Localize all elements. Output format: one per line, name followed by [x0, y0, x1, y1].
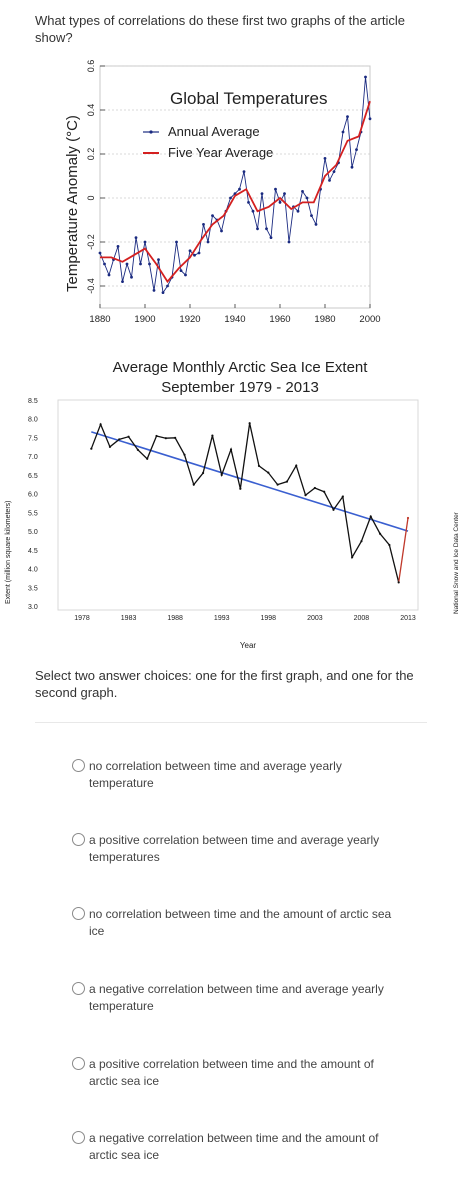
x-tick-label: 2000: [359, 314, 381, 325]
sea-ice-point: [118, 438, 120, 440]
question-text: What types of correlations do these first two graphs of the article show?: [35, 13, 405, 45]
sea-ice-point: [146, 458, 148, 460]
annual-average-point: [220, 230, 223, 233]
annual-average-point: [288, 241, 291, 244]
x-tick-label: 1900: [134, 314, 156, 325]
y-tick-label: -0.4: [86, 278, 96, 294]
sea-ice-point: [137, 449, 139, 451]
annual-average-point: [265, 227, 268, 230]
sea-ice-point: [314, 487, 316, 489]
sea-ice-point: [267, 472, 269, 474]
sea-ice-point: [165, 437, 167, 439]
choice-label: a negative correlation between time and average yearly temperature: [89, 982, 384, 1013]
x-tick-label: 2013: [400, 615, 416, 622]
sea-ice-point: [332, 509, 334, 511]
y-tick-label: 8.5: [28, 398, 38, 405]
annual-average-point: [297, 210, 300, 213]
sea-ice-point: [304, 494, 306, 496]
annual-average-point: [243, 170, 246, 173]
annual-average-point: [310, 214, 313, 217]
choice-label: no correlation between time and average yearly temperature: [89, 759, 342, 790]
annual-average-point: [144, 241, 147, 244]
annual-average-point: [301, 190, 304, 193]
x-tick-label: 2003: [307, 615, 323, 622]
annual-average-point: [238, 188, 241, 191]
global-temperatures-chart: [58, 60, 398, 340]
sea-ice-point: [342, 496, 344, 498]
y-tick-label: 5.0: [28, 529, 38, 537]
annual-average-point: [157, 258, 160, 261]
radio-button[interactable]: [72, 833, 85, 846]
y-tick-label: 3.5: [28, 585, 38, 593]
sea-ice-point: [351, 556, 353, 558]
y-tick-label: 7.5: [28, 435, 38, 443]
annual-average-point: [342, 131, 345, 134]
annual-average-point: [99, 252, 102, 255]
x-tick-label: 1998: [260, 615, 277, 622]
sea-ice-point: [388, 544, 390, 546]
x-tick-label: 1940: [224, 314, 246, 325]
sea-ice-point: [174, 437, 176, 439]
sea-ice-point: [221, 474, 223, 476]
annual-average-point: [247, 201, 250, 204]
y-tick-label: 0.4: [86, 103, 96, 117]
sea-ice-point: [407, 517, 409, 519]
annual-average-point: [279, 201, 282, 204]
annual-average-point: [351, 166, 354, 169]
x-tick-label: 1983: [120, 615, 137, 622]
y-tick-label: 5.5: [28, 510, 38, 518]
annual-average-point: [324, 157, 327, 160]
annual-average-point: [198, 252, 201, 255]
annual-average-point: [103, 263, 106, 266]
choice-negative-correlation-temperature[interactable]: [72, 981, 402, 1015]
sea-ice-point: [258, 465, 260, 467]
annual-average-point: [184, 274, 187, 277]
radio-button[interactable]: [72, 982, 85, 995]
sea-ice-point: [100, 423, 102, 425]
choice-negative-correlation-sea-ice[interactable]: [72, 1130, 402, 1164]
sea-ice-point: [127, 436, 129, 438]
x-tick-label: 1880: [89, 314, 111, 325]
chart-title: Average Monthly Arctic Sea Ice Extent: [112, 359, 368, 376]
annual-average-point: [130, 276, 133, 279]
y-tick-label: 6.0: [28, 491, 38, 499]
sea-ice-point: [286, 481, 288, 483]
chart-title: Global Temperatures: [170, 89, 328, 108]
legend-annual-marker: [149, 130, 152, 133]
sea-ice-point: [379, 533, 381, 535]
divider: [35, 722, 427, 723]
sea-ice-point: [109, 446, 111, 448]
chart-subtitle: September 1979 - 2013: [161, 379, 319, 396]
y-tick-label: 4.0: [28, 566, 38, 574]
choice-no-correlation-sea-ice[interactable]: [72, 906, 402, 940]
annual-average-point: [153, 289, 156, 292]
radio-button[interactable]: [72, 759, 85, 772]
y-axis-label: Extent (million square kilometers): [5, 500, 12, 604]
plot-frame: [58, 400, 418, 610]
choice-no-correlation-temperature[interactable]: [72, 758, 402, 792]
annual-average-point: [148, 263, 151, 266]
annual-average-point: [211, 214, 214, 217]
sea-ice-point: [193, 484, 195, 486]
annual-average-point: [175, 241, 178, 244]
choice-label: a positive correlation between time and the amount of arctic sea ice: [89, 1057, 374, 1088]
sea-ice-point: [370, 515, 372, 517]
sea-ice-point: [202, 472, 204, 474]
x-axis-label: Year: [239, 641, 257, 650]
x-tick-label: 1960: [269, 314, 291, 325]
annual-average-point: [252, 210, 255, 213]
y-tick-label: 8.0: [28, 416, 38, 424]
annual-average-point: [108, 274, 111, 277]
y-tick-label: 3.0: [28, 604, 38, 611]
radio-button[interactable]: [72, 907, 85, 920]
annual-average-point: [193, 254, 196, 257]
sea-ice-point: [277, 484, 279, 486]
annual-average-point: [333, 170, 336, 173]
sea-ice-point: [398, 581, 400, 583]
annual-average-point: [162, 291, 165, 294]
annual-average-point: [355, 148, 358, 151]
y-tick-label: 6.5: [28, 472, 38, 480]
x-tick-label: 1980: [314, 314, 336, 325]
annual-average-point: [166, 285, 169, 288]
annual-average-point: [229, 197, 232, 200]
sea-ice-point: [360, 540, 362, 542]
choice-label: a positive correlation between time and average yearly temperatures: [89, 833, 380, 864]
y-axis-label: Temperature Anomaly (°C): [64, 115, 81, 292]
credit-text: National Snow and Ice Data Center: [453, 512, 460, 614]
annual-average-point: [189, 249, 192, 252]
y-tick-label: 0: [86, 195, 96, 201]
annual-average-point: [306, 197, 309, 200]
sea-ice-point: [90, 448, 92, 450]
annual-average-point: [121, 280, 124, 283]
annual-average-point: [261, 192, 264, 195]
sea-ice-point: [295, 464, 297, 466]
sea-ice-point: [211, 434, 213, 436]
radio-button[interactable]: [72, 1057, 85, 1070]
annual-average-point: [207, 241, 210, 244]
y-tick-label: 4.5: [28, 547, 38, 555]
y-tick-label: 0.2: [86, 147, 96, 161]
y-tick-label: -0.2: [86, 234, 96, 250]
annual-average-point: [364, 76, 367, 79]
annual-average-point: [315, 223, 318, 226]
annual-average-point: [328, 179, 331, 182]
annual-average-point: [256, 227, 259, 230]
annual-average-point: [274, 188, 277, 191]
legend-five-year-label: Five Year Average: [168, 145, 274, 160]
radio-button[interactable]: [72, 1131, 85, 1144]
annual-average-point: [270, 236, 273, 239]
sea-ice-point: [249, 422, 251, 424]
annual-average-point: [369, 117, 372, 120]
choice-label: a negative correlation between time and the amount of arctic sea ice: [89, 1131, 379, 1162]
annual-average-point: [283, 192, 286, 195]
sea-ice-point: [239, 488, 241, 490]
choice-positive-correlation-temperature[interactable]: [72, 832, 402, 866]
annual-average-point: [139, 263, 142, 266]
legend-annual-label: Annual Average: [168, 124, 260, 139]
y-tick-label: 0.6: [86, 60, 96, 73]
arctic-sea-ice-chart: [0, 352, 464, 662]
annual-average-point: [180, 269, 183, 272]
sea-ice-point: [323, 491, 325, 493]
choice-positive-correlation-sea-ice[interactable]: [72, 1056, 402, 1090]
sea-ice-point: [183, 454, 185, 456]
x-tick-label: 2008: [353, 615, 370, 622]
x-tick-label: 1988: [167, 615, 183, 622]
x-tick-label: 1978: [74, 615, 90, 622]
sea-ice-point: [230, 448, 232, 450]
choice-label: no correlation between time and the amount of arctic sea ice: [89, 907, 392, 938]
annual-average-point: [346, 115, 349, 118]
annual-average-point: [117, 245, 120, 248]
annual-average-point: [126, 263, 129, 266]
sea-ice-point: [155, 435, 157, 437]
instructions-text: Select two answer choices: one for the first graph, and one for the second graph.: [35, 668, 414, 700]
x-tick-label: 1920: [179, 314, 201, 325]
x-tick-label: 1993: [213, 615, 230, 622]
annual-average-point: [202, 223, 205, 226]
annual-average-point: [135, 236, 138, 239]
y-tick-label: 7.0: [28, 454, 38, 462]
